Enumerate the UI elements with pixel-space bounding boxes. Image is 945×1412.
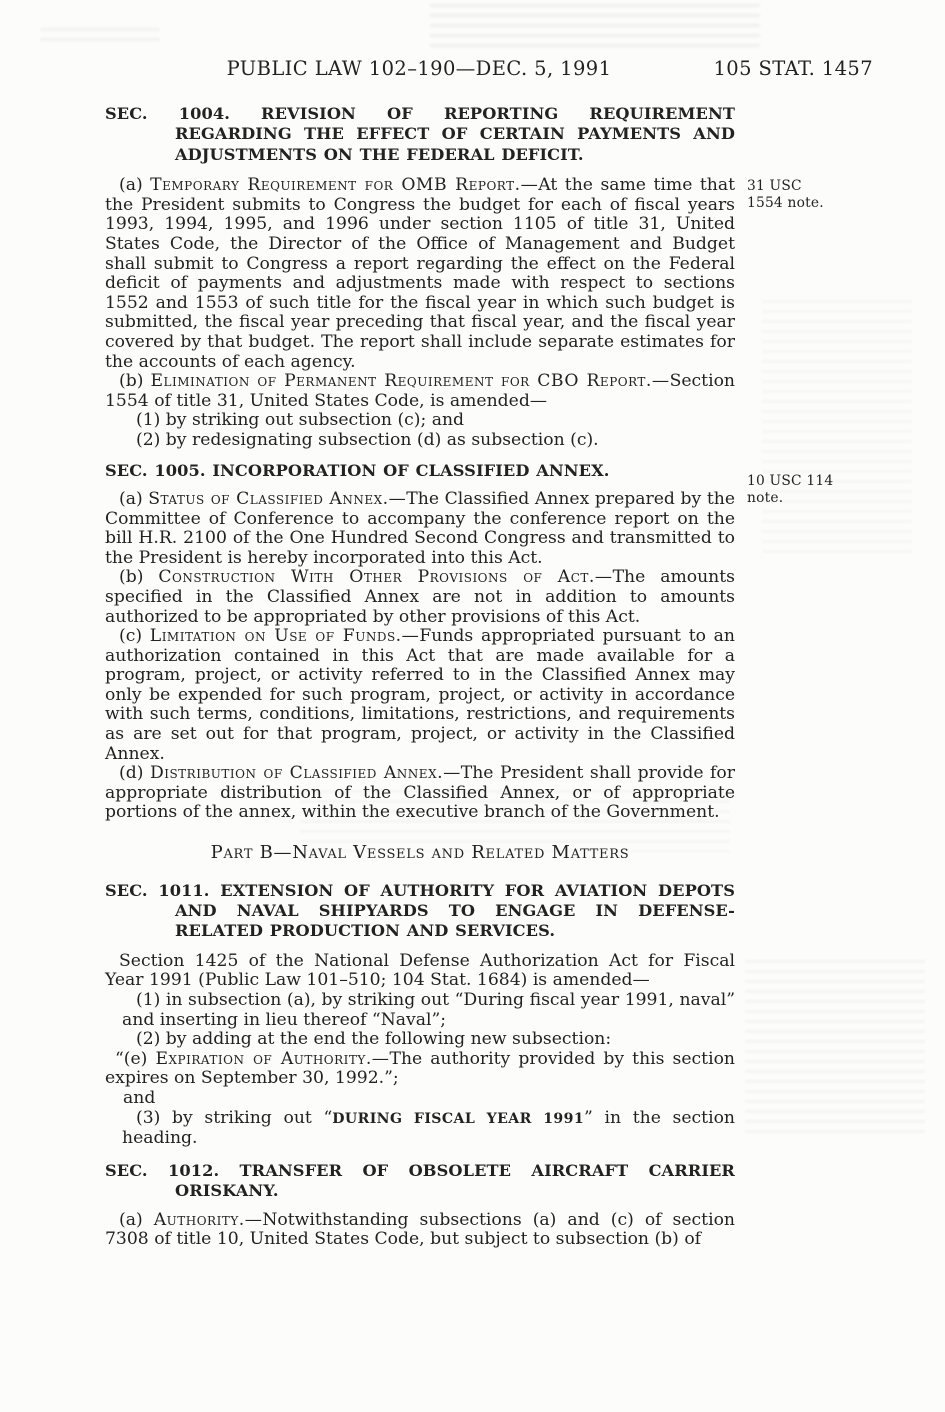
para-1005-c: [105, 627, 735, 764]
subsection-text: The President shall provide for appropriate distribution of the Classified Annex, or of appropriate portions of the annex, within the executive branch of the Government.: [105, 763, 735, 823]
bleed-through-artifact: [40, 28, 160, 41]
subsection-text: The Classified Annex prepared by the Committee of Conference to accompany the conference report on the bill H.R. 2100 of the One Hundred Second Congress and transmitted to the President is hereby incorporated into this Act.: [105, 488, 736, 568]
para-1005-d: [105, 764, 735, 823]
subsection-letter: (b): [119, 371, 151, 392]
para-1005-a: [105, 490, 735, 568]
subsection-text: Notwithstanding subsections (a) and (c) of section 7308 of title 10, United States Code, but subject to subsection (b) of: [105, 1209, 735, 1250]
subsection-text: Funds appropriated pursuant to an authorization contained in this Act that are made available for a program, project, or activity referred to in the Classified Annex may only be expended for such program, project, or activity in accordance with such terms, conditions, limitations, restrictions, and requirements as are set out for that program, project, or activity in the Classified Annex.: [105, 626, 735, 764]
and-continuation: and: [123, 1088, 156, 1108]
para-1011-e-quoted: [105, 1050, 735, 1089]
para-1012-a: [105, 1211, 735, 1250]
subsection-lead: Construction With Other Provisions of Act.—: [158, 567, 613, 588]
amend-item-1004-2: (2) by redesignating subsection (d) as subsection (c).: [136, 429, 599, 450]
subsection-letter: (c): [119, 626, 150, 647]
subsection-text: At the same time that the President submits to Congress the budget for each of fiscal years 1993, 1994, 1995, and 1996 under section 1105 of title 31, United States Code, the Director of the Office of Management and Budget shall submit to Congress a report regarding the effect on the Federal deficit of payments and adjustments made with respect to sections 1552 and 1553 of such title for the fiscal year in which such budget is submitted, the fiscal year preceding that fiscal year, and the fiscal year covered by that budget. The report shall include separate estimates for the accounts of each agency.: [105, 175, 735, 372]
item-text-pre: (3) by striking out “: [136, 1107, 333, 1128]
subsection-letter: (d): [119, 763, 150, 784]
bleed-through-artifact: [745, 960, 925, 1135]
amend-item-1011-3: [122, 1109, 735, 1149]
para-1004-a: [105, 176, 735, 372]
para-1011-intro: Section 1425 of the National Defense Authorization Act for Fiscal Year 1991 (Public Law 101–510; 104 Stat. 1684) is amended—: [105, 950, 735, 991]
section-heading-1005: SEC. 1005. INCORPORATION OF CLASSIFIED ANNEX.: [105, 460, 610, 480]
struck-heading-text: DURING FISCAL YEAR 1991: [332, 1110, 585, 1127]
subsection-lead: Elimination of Permanent Requirement for CBO Report.—: [150, 371, 670, 392]
text-column: [105, 104, 834, 1250]
item-text-post: ” in the section heading.: [122, 1107, 735, 1149]
amend-item-1004-1: (1) by striking out subsection (c); and: [136, 410, 465, 431]
subsection-lead: Temporary Requirement for OMB Report.—: [150, 175, 539, 196]
running-head-stat-page: 105 STAT. 1457: [713, 57, 873, 80]
subsection-lead: Limitation on Use of Funds.—: [149, 626, 420, 647]
part-b-heading: Part B—Naval Vessels and Related Matters: [210, 842, 630, 864]
margin-note-10-usc-114: 10 USC 114 note.: [747, 472, 834, 506]
amend-item-1011-2: (2) by adding at the end the following new subsection:: [136, 1029, 612, 1050]
para-1005-b: [105, 568, 735, 627]
para-1004-a-wrap: [105, 175, 824, 372]
subsection-text: The amounts specified in the Classified Annex are not in addition to amounts authorized to be appropriated by other provisions of this Act.: [105, 567, 735, 627]
subsection-lead: Status of Classified Annex.—: [148, 488, 407, 509]
running-head-law-title: PUBLIC LAW 102–190—DEC. 5, 1991: [226, 57, 612, 80]
bleed-through-artifact: [430, 4, 760, 50]
subsection-letter: (a): [119, 175, 151, 196]
section-heading-1004: SEC. 1004. REVISION OF REPORTING REQUIREMENT REGARDING THE EFFECT OF CERTAIN PAYMENTS AND ADJUSTMENTS ON THE FEDERAL DEFICIT.: [105, 104, 735, 164]
subsection-text: The authority provided by this section expires on September 30, 1992.”;: [105, 1048, 735, 1089]
section-heading-1012: SEC. 1012. TRANSFER OF OBSOLETE AIRCRAFT CARRIER ORISKANY.: [105, 1160, 735, 1201]
subsection-letter: (a): [119, 488, 149, 509]
subsection-letter: (b): [119, 567, 159, 588]
section-heading-1011: SEC. 1011. EXTENSION OF AUTHORITY FOR AVIATION DEPOTS AND NAVAL SHIPYARDS TO ENGAGE IN DEFENSE-RELATED PRODUCTION AND SERVICES.: [105, 880, 735, 941]
subsection-text: Section 1554 of title 31, United States Code, is amended—: [105, 371, 735, 411]
margin-note-31-usc-1554: 31 USC 1554 note.: [747, 178, 824, 212]
amend-item-1011-1: (1) in subsection (a), by striking out “During fiscal year 1991, naval” and inserting in lieu thereof “Naval”;: [122, 990, 735, 1030]
bleed-through-artifact: [762, 300, 912, 560]
subsection-lead: Authority.—: [153, 1209, 263, 1230]
para-1004-b: [105, 372, 735, 411]
subsection-lead: Expiration of Authority.—: [155, 1048, 390, 1069]
subsection-letter: (a): [119, 1209, 154, 1230]
subsection-letter: “(e): [115, 1048, 156, 1069]
subsection-lead: Distribution of Classified Annex.—: [149, 763, 461, 784]
